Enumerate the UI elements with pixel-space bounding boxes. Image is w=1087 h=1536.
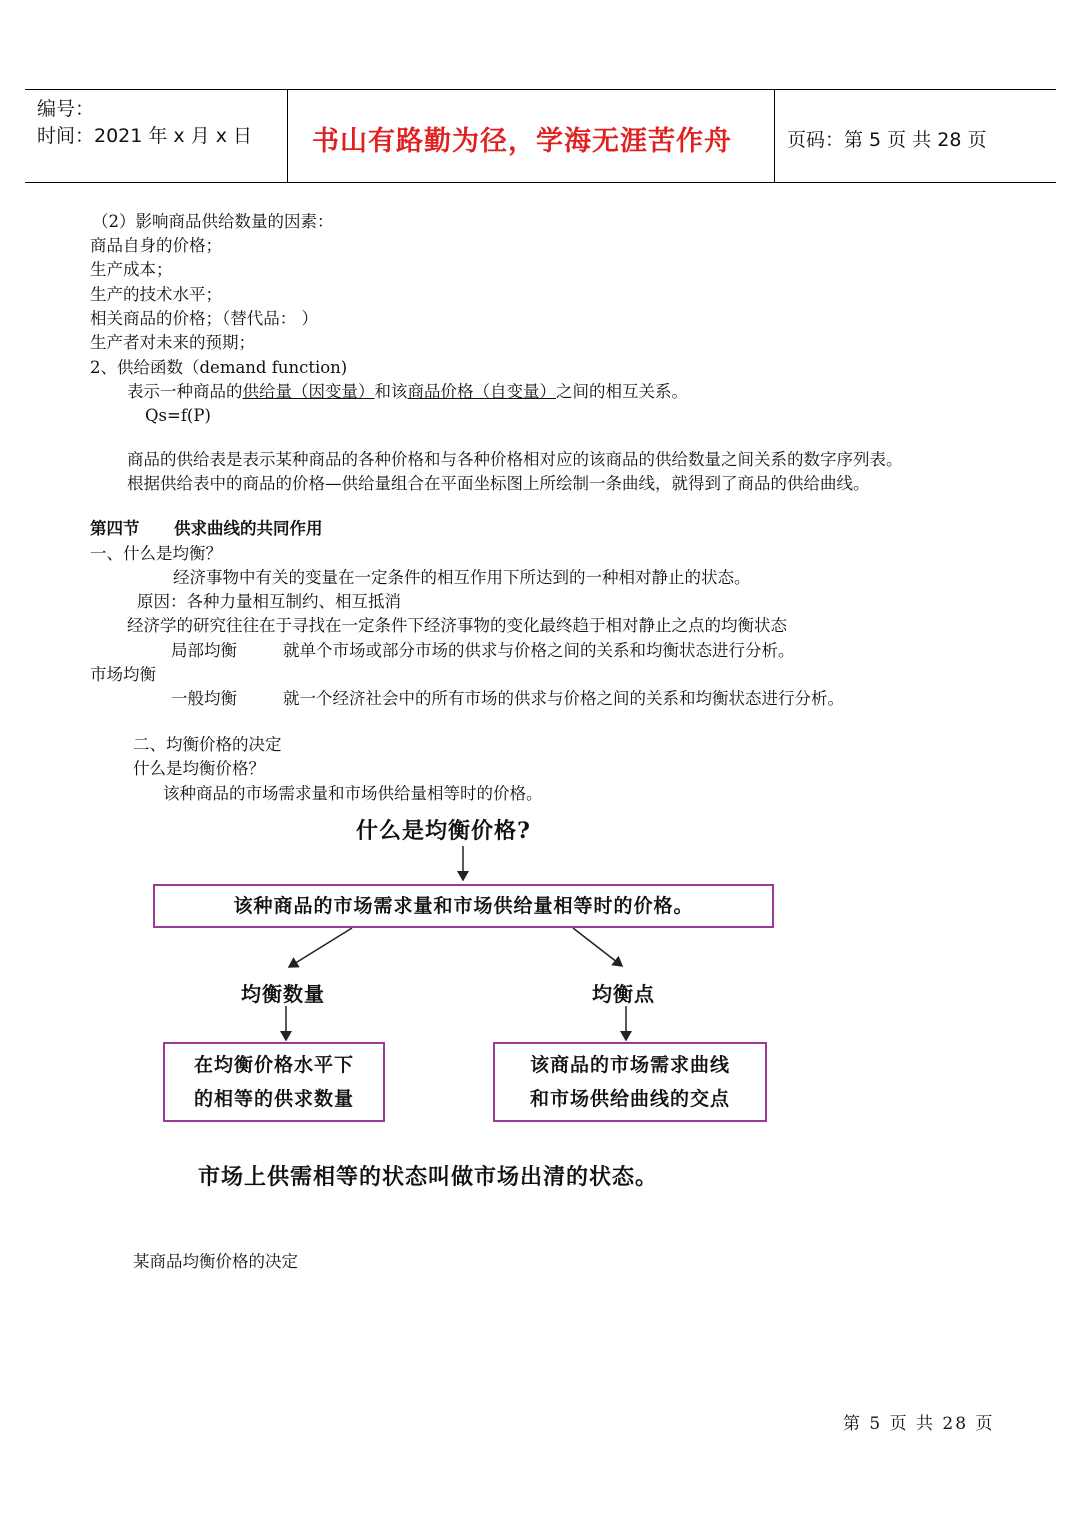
text-line: 生产成本； [90,260,173,279]
diagram-right-box-line2: 和市场供给曲线的交点 [529,1088,730,1110]
arrow-box-to-right [573,928,622,966]
diagram-left-box-line1: 在均衡价格水平下 [193,1054,354,1076]
header-number: 编号： [37,98,95,120]
arrow-box-to-left [289,928,352,967]
text-line: 二、均衡价格的决定 [133,735,282,754]
diagram-left-label: 均衡数量 [241,982,325,1006]
header-time: 时间：2021 年 x 月 x 日 [37,125,253,147]
text-line: 什么是均衡价格？ [133,759,265,778]
text-line: 原因：各种力量相互制约、相互抵消 [137,592,401,611]
diagram-left-box [163,1042,385,1122]
diagram-title: 什么是均衡价格? [356,818,531,844]
text-line: 2、供给函数（demand function) [90,358,348,377]
text-line: 商品自身的价格； [90,236,222,255]
underlined-term: 供给量（因变量） [242,382,375,401]
section-heading: 第四节 供求曲线的共同作用 [90,519,323,538]
text-line: 一、什么是均衡？ [90,544,222,563]
text-line: （2）影响商品供给数量的因素： [92,212,334,231]
text-line: 商品的供给表是表示某种商品的各种价格和与各种价格相对应的该商品的供给数量之间关系的数字序列表。 [127,450,903,469]
underlined-term: 商品价格（自变量） [407,382,556,401]
diagram-bottom-text: 市场上供需相等的状态叫做市场出清的状态。 [198,1164,659,1190]
footer-page-number: 第 5 页 共 28 页 [843,1414,995,1434]
term-label: 局部均衡 [171,641,237,660]
text-line: 就单个市场或部分市场的供求与价格之间的关系和均衡状态进行分析。 [283,641,795,660]
diagram-left-box-line2: 的相等的供求数量 [193,1088,354,1110]
text-line: 市场均衡 [90,665,156,684]
text-span: 和该 [374,382,408,401]
text-line: 生产的技术水平； [90,285,222,304]
term-label: 一般均衡 [171,689,237,708]
text-line: 生产者对未来的预期； [90,333,255,352]
figure-caption: 某商品均衡价格的决定 [133,1252,298,1271]
text-span: 之间的相互关系。 [556,382,688,401]
diagram-right-label: 均衡点 [592,982,655,1006]
text-line: 经济学的研究往往在于寻找在一定条件下经济事物的变化最终趋于相对静止之点的均衡状态 [127,616,787,635]
header-motto: 书山有路勤为径，学海无涯苦作舟 [312,126,732,157]
text-line: 相关商品的价格；（替代品： ） [90,309,318,328]
header-page-info: 页码：第 5 页 共 28 页 [787,129,987,151]
text-line: 就一个经济社会中的所有市场的供求与价格之间的关系和均衡状态进行分析。 [283,689,844,708]
text-line: 该种商品的市场需求量和市场供给量相等时的价格。 [163,784,543,803]
text-span: 表示一种商品的 [127,382,243,401]
diagram-main-box-text: 该种商品的市场需求量和市场供给量相等时的价格。 [233,895,694,917]
formula: Qs=f(P) [145,406,211,425]
text-line: 经济事物中有关的变量在一定条件的相互作用下所达到的一种相对静止的状态。 [173,568,751,587]
diagram-right-box [493,1042,767,1122]
diagram-main-box [153,884,774,928]
text-line: 根据供给表中的商品的价格—供给量组合在平面坐标图上所绘制一条曲线，就得到了商品的供给曲线。 [127,474,870,493]
diagram-right-box-line1: 该商品的市场需求曲线 [529,1054,730,1076]
